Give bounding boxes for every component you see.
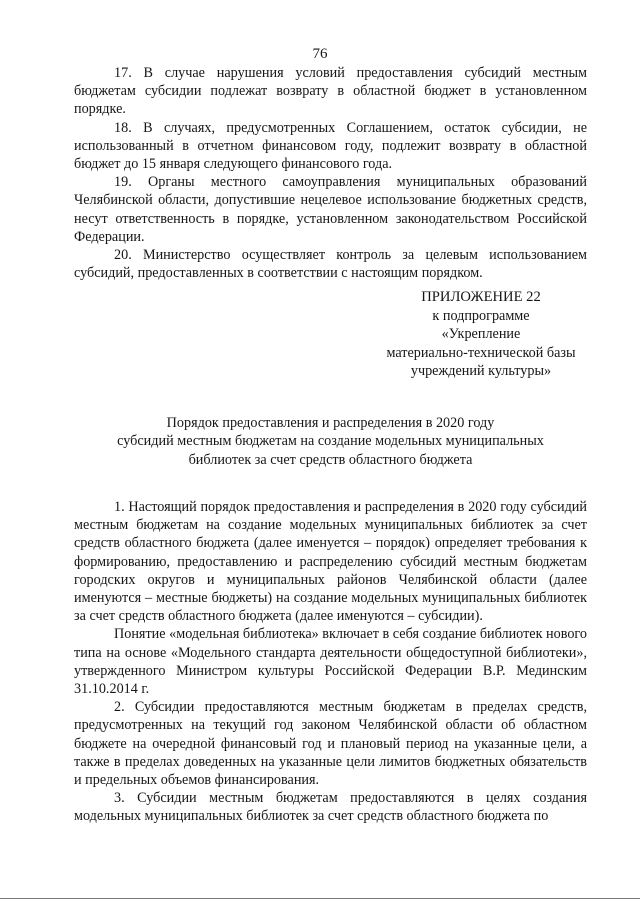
title-line: библиотек за счет средств областного бюджета [188, 451, 473, 468]
paragraph-2: 2. Субсидии предоставляются местным бюджетам в пределах средств, предусмотренных на текущий год законом Челябинской области об областном бюджете на очередной финансовый год и плановый период на указанные цели, а также в пределах доведенных на указанные цели лимитов бюджетных обязательств и предельных объемов финансирования. [74, 699, 587, 789]
paragraph-1: 1. Настоящий порядок предоставления и распределения в 2020 году субсидий местным бюджетам на создание модельных муниципальных библиотек за счет средств областного бюджета (далее именуется – порядок) определяет требования к формированию, предоставлению и распределению субсидий местным бюджетам городских округов и муниципальных районов Челябинской области (далее именуются – местные бюджеты) на создание модельных муниципальных библиотек за счет средств областного бюджета (далее именуются – субсидии). [74, 499, 587, 625]
section-paragraphs-17-20 [74, 64, 587, 282]
paragraph-18: 18. В случаях, предусмотренных Соглашением, остаток субсидии, не использованный в отчетном финансовом году, подлежит возврату в областной бюджет до 15 января следующего финансового года. [74, 119, 587, 173]
title-line: субсидий местным бюджетам на создание модельных муниципальных [117, 433, 544, 450]
appendix-line: «Укрепление [441, 326, 521, 343]
paragraph-20: 20. Министерство осуществляет контроль за целевым использованием субсидий, предоставленных в соответствии с настоящим порядком. [74, 247, 587, 282]
paragraph-17: 17. В случае нарушения условий предоставления субсидий местным бюджетам субсидии подлежат возврату в областной бюджет в установленном порядке. [74, 65, 587, 118]
appendix-heading: ПРИЛОЖЕНИЕ 22 [421, 289, 541, 305]
page-number: 76 [312, 46, 328, 62]
paragraph-19: 19. Органы местного самоуправления муниципальных образований Челябинской области, допустившие нецелевое использование бюджетных средств, несут ответственность в порядке, установленном законодательством Российской Федерации. [74, 174, 587, 245]
page-bottom-edge [0, 898, 640, 899]
title-line: Порядок предоставления и распределения в 2020 году [166, 415, 495, 431]
paragraph-3: 3. Субсидии местным бюджетам предоставляются в целях создания модельных муниципальных библиотек за счет средств областного бюджета по [74, 790, 587, 825]
appendix-line: учреждений культуры» [410, 363, 552, 380]
appendix-line: материально-технической базы [386, 344, 576, 361]
section-procedure-body [74, 498, 587, 826]
appendix-line: к подпрограмме [432, 307, 530, 324]
document-title [74, 414, 587, 469]
paragraph-model-library: Понятие «модельная библиотека» включает в себя создание библиотек нового типа на основе «Модельного стандарта деятельности общедоступной библиотеки», утвержденного Министром культуры Российской Федерации В.Р. Мединским 31.10.2014 г. [74, 626, 587, 698]
appendix-header [372, 288, 590, 381]
